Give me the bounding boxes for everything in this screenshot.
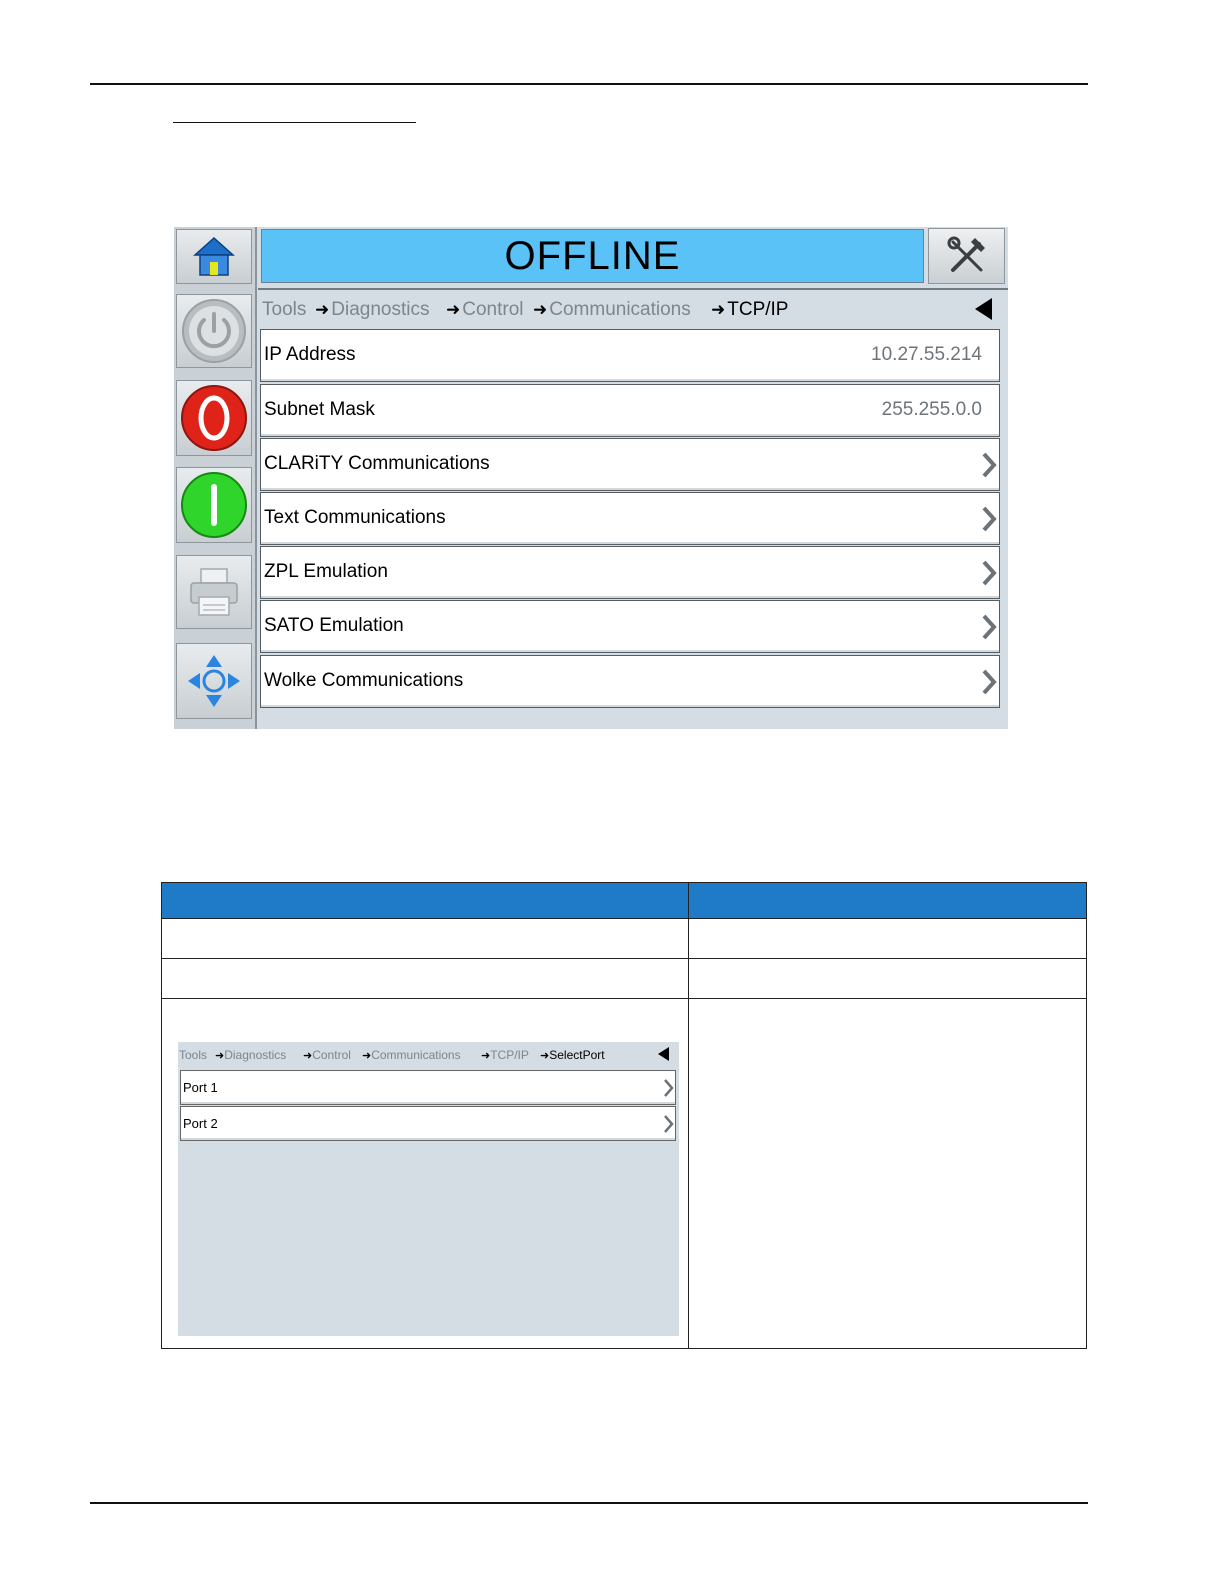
tools-icon	[945, 234, 989, 278]
breadcrumb-control[interactable]: ➜ Control	[446, 299, 524, 320]
back-arrow-icon[interactable]	[658, 1047, 669, 1061]
header-rule	[90, 83, 1088, 85]
table-row-divider	[162, 998, 1086, 999]
row-sato-emulation[interactable]	[260, 600, 1000, 653]
row-label: ZPL Emulation	[264, 561, 388, 582]
table-header	[162, 883, 1086, 918]
back-arrow-icon[interactable]	[975, 298, 992, 320]
row-label: Text Communications	[264, 507, 446, 528]
printer-icon	[187, 565, 241, 619]
chevron-right-icon	[981, 614, 997, 640]
jog-button[interactable]	[176, 643, 252, 719]
table-column-divider	[688, 883, 689, 1349]
breadcrumb-tools[interactable]: Tools	[179, 1048, 208, 1062]
breadcrumb-tools[interactable]: Tools	[262, 299, 307, 320]
chevron-right-icon	[981, 669, 997, 695]
row-ip-address[interactable]	[260, 329, 1000, 382]
row-label: SATO Emulation	[264, 615, 404, 636]
print-button[interactable]	[176, 555, 252, 629]
sidebar	[174, 227, 257, 729]
row-port-1[interactable]	[180, 1070, 676, 1105]
table-row-divider	[162, 918, 1086, 919]
stop-icon	[180, 384, 248, 452]
chevron-right-icon	[663, 1079, 674, 1097]
row-subnet-mask[interactable]	[260, 384, 1000, 437]
start-icon	[180, 471, 248, 539]
stop-button[interactable]	[176, 380, 252, 456]
breadcrumb-diagnostics[interactable]: ➜Diagnostics	[215, 1048, 287, 1062]
row-clarity-communications[interactable]	[260, 438, 1000, 491]
status-banner: OFFLINE	[261, 229, 924, 283]
power-button[interactable]	[176, 294, 252, 368]
row-text-communications[interactable]	[260, 492, 1000, 545]
row-value: 255.255.0.0	[881, 399, 982, 420]
power-icon	[181, 298, 247, 364]
chevron-right-icon	[981, 452, 997, 478]
breadcrumb	[258, 288, 1008, 327]
heading-underline	[173, 122, 416, 123]
row-value: 10.27.55.214	[871, 344, 982, 365]
row-wolke-communications[interactable]	[260, 655, 1000, 708]
row-label: Subnet Mask	[264, 399, 375, 420]
breadcrumb-tcpip[interactable]: ➜TCP/IP	[481, 1048, 529, 1062]
breadcrumb-control[interactable]: ➜Control	[303, 1048, 351, 1062]
row-label: IP Address	[264, 344, 356, 365]
home-button[interactable]	[176, 229, 252, 284]
footer-rule	[90, 1502, 1088, 1504]
breadcrumb-selectport: ➜SelectPort	[540, 1048, 605, 1062]
row-label: Port 2	[183, 1116, 218, 1131]
breadcrumb-communications[interactable]: ➜Communications	[362, 1048, 461, 1062]
home-icon	[192, 235, 236, 279]
breadcrumb-communications[interactable]: ➜ Communications	[533, 299, 691, 320]
tools-button[interactable]	[928, 228, 1005, 284]
chevron-right-icon	[663, 1115, 674, 1133]
row-label: Port 1	[183, 1080, 218, 1095]
row-port-2[interactable]	[180, 1106, 676, 1141]
table-row-divider	[162, 958, 1086, 959]
chevron-right-icon	[981, 560, 997, 586]
row-label: CLARiTY Communications	[264, 453, 490, 474]
row-label: Wolke Communications	[264, 670, 464, 691]
breadcrumb-diagnostics[interactable]: ➜ Diagnostics	[315, 299, 430, 320]
start-button[interactable]	[176, 467, 252, 543]
breadcrumb-tcpip: ➜ TCP/IP	[711, 299, 789, 320]
row-zpl-emulation[interactable]	[260, 546, 1000, 599]
chevron-right-icon	[981, 506, 997, 532]
move-arrows-icon	[186, 653, 242, 709]
select-port-screenshot	[178, 1042, 679, 1336]
